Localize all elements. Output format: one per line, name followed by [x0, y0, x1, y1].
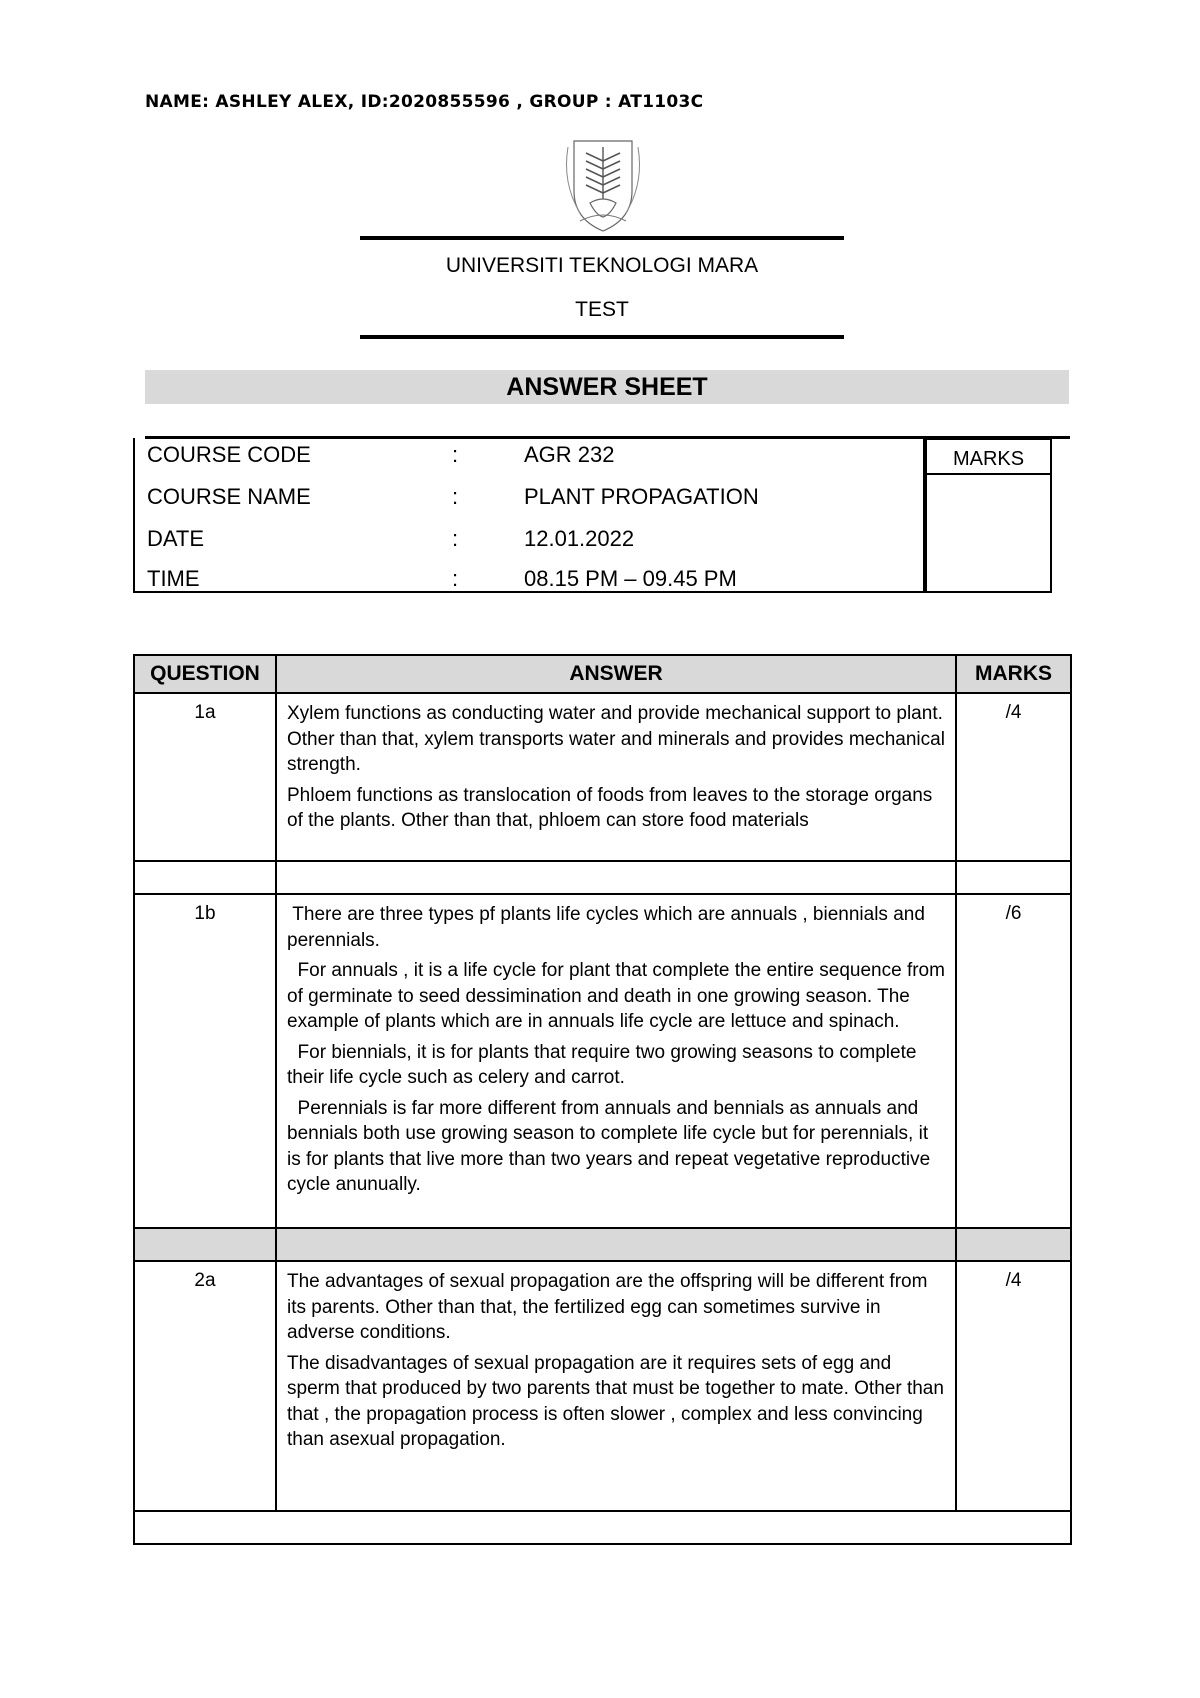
header-rule-top — [360, 236, 844, 240]
answer-paragraph: There are three types pf plants life cycles which are annuals , biennials and perennials. — [287, 904, 925, 951]
university-crest-logo — [560, 133, 646, 237]
course-code-sep: : — [452, 442, 459, 467]
exam-type: TEST — [575, 298, 629, 321]
marks-box-label: MARKS — [927, 440, 1050, 475]
answer-cell — [276, 1261, 956, 1511]
question-marks: /4 — [956, 693, 1071, 861]
course-name-label: COURSE NAME — [147, 484, 311, 509]
course-code-value: AGR 232 — [524, 442, 615, 467]
date-value: 12.01.2022 — [524, 526, 635, 551]
spacer-cell — [276, 1228, 956, 1261]
question-number: 1a — [134, 693, 276, 861]
header-marks: MARKS — [956, 655, 1071, 693]
question-number: 2a — [134, 1261, 276, 1511]
student-info-line: NAME: ASHLEY ALEX, ID:2020855596 , GROUP : AT1103C — [145, 92, 704, 112]
spacer-cell — [956, 1228, 1071, 1261]
answer-cell — [276, 693, 956, 861]
table-row — [134, 693, 1071, 861]
course-name-sep: : — [452, 484, 459, 509]
spacer-cell — [134, 861, 276, 894]
table-row — [134, 1261, 1071, 1511]
question-number: 1b — [134, 894, 276, 1228]
course-info-box — [133, 438, 925, 593]
table-row — [134, 894, 1071, 1228]
table-header-row — [134, 655, 1071, 693]
spacer-cell — [956, 861, 1071, 894]
time-sep: : — [452, 566, 459, 591]
header-answer: ANSWER — [276, 655, 956, 693]
question-marks: /4 — [956, 1261, 1071, 1511]
question-marks: /6 — [956, 894, 1071, 1228]
spacer-cell — [276, 861, 956, 894]
answer-paragraph: For annuals , it is a life cycle for plant that complete the entire sequence from of germinate to seed dessimination and death in one growing season. The example of plants which are in annuals life cycle are lettuce and spinach. — [287, 960, 945, 1032]
answer-paragraph: The advantages of sexual propagation are the offspring will be different from its parents. Other than that, the fertilized egg can sometimes survive in adverse conditions. — [287, 1271, 928, 1343]
date-sep: : — [452, 526, 459, 551]
time-label: TIME — [147, 566, 200, 591]
answer-paragraph: The disadvantages of sexual propagation are it requires sets of egg and sperm that produced by two parents that must be together to mate. Other than that , the propagation process is often slower , complex and less convincing than asexual propagation. — [287, 1352, 944, 1450]
answers-table — [133, 654, 1072, 1545]
answer-paragraph: For biennials, it is for plants that require two growing seasons to complete their life cycle such as celery and carrot. — [287, 1041, 917, 1088]
course-code-label: COURSE CODE — [147, 442, 311, 467]
time-value: 08.15 PM – 09.45 PM — [524, 566, 737, 591]
spacer-cell — [134, 1511, 1071, 1544]
answer-sheet-title: ANSWER SHEET — [145, 370, 1069, 404]
date-label: DATE — [147, 526, 205, 551]
spacer-cell — [134, 1228, 276, 1261]
answer-paragraph: Xylem functions as conducting water and provide mechanical support to plant. Other than that, xylem transports water and minerals and provides mechanical strength. — [287, 703, 945, 775]
header-question: QUESTION — [134, 655, 276, 693]
spacer-row — [134, 861, 1071, 894]
answer-cell — [276, 894, 956, 1228]
spacer-row — [134, 1228, 1071, 1261]
spacer-row — [134, 1511, 1071, 1544]
header-rule-bottom — [360, 335, 844, 339]
course-name-value: PLANT PROPAGATION — [524, 484, 759, 509]
university-name: UNIVERSITI TEKNOLOGI MARA — [445, 254, 759, 277]
answer-paragraph: Perennials is far more different from annuals and bennials as annuals and bennials both use growing season to complete life cycle but for perennials, it is for plants that live more than two years and repeat vegetative reproductive cycle anunually. — [287, 1097, 931, 1195]
marks-box — [925, 438, 1052, 593]
answer-paragraph: Phloem functions as translocation of foods from leaves to the storage organs of the plants. Other than that, phloem can store food materials — [287, 784, 933, 831]
